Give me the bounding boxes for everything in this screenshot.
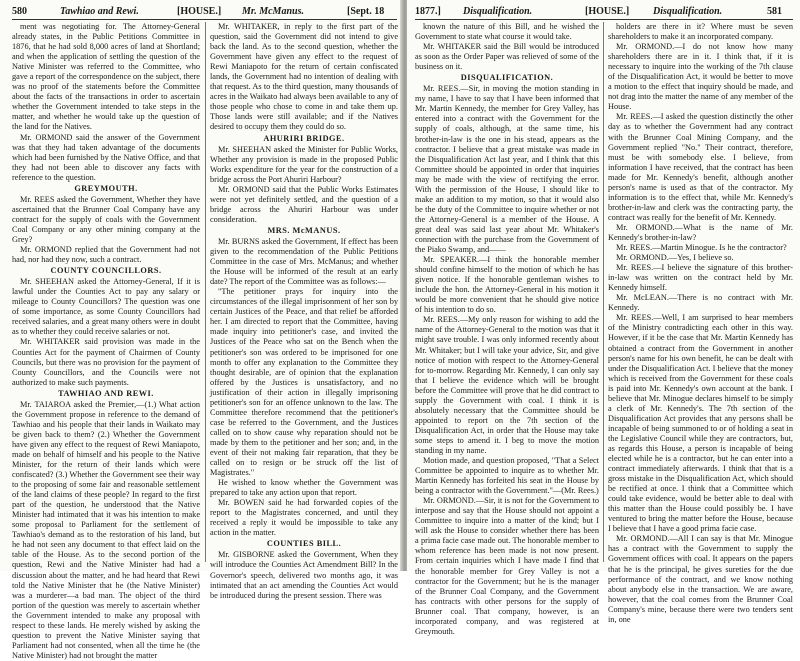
paragraph: Mr. SHEEHAN asked the Attorney-General, If it is lawful under the Counties Act to pay any salary or mileage to County Councillors? The question was one of some importance, as some County Councillors had received salaries, and a great many others were in doubt as to whether they could receive salaries or not. bbox=[12, 277, 200, 337]
paragraph: Mr. REES.—I believe the signature of this brother-in-law was written on the contract held by Mr. Kennedy himself. bbox=[608, 263, 793, 293]
paragraph: Mr. SPEAKER.—I think the honorable member should confine himself to the motion of which he has given notice. If the honorable gentleman wishes to include the hon. the Attorney-General in his motion it would be more convenient that he should give notice of his intention to do so. bbox=[415, 255, 599, 315]
paragraph: Mr. ORMOND.—What is the name of Mr. Kennedy's brother-in-law? bbox=[608, 222, 793, 242]
paragraph: Mr. SHEEHAN asked the Minister for Public Works, Whether any provision is made in the proposed Public Works expenditure for the year for the construction of a bridge across the Port Ahuriri Harbour? bbox=[210, 144, 398, 184]
paragraph: He wished to know whether the Government was prepared to take any action upon that report. bbox=[210, 478, 398, 498]
paragraph: "The petitioner prays for inquiry into the circumstances of the illegal imprisonment of her son by certain Justices of the Peace, and that relief be afforded her. I am directed to report that the Committee, having made inquiry into petitioner's case, and invited the Justices of the Peace who sat on the Bench when the petitioner's son was ordered to be imprisoned for one month to offer any explanation to the Committee they thought desirable, are of opinion that the explanation offered by the Justices is unsatisfactory, and no justification of their action in illegally imprisoning petitioner's son for an offence unknown to the law. The Committee therefore recommend that the petitioner's case be referred to the Government, and the Justices called on to show cause why reparation should not be made by them to the petitioner and her son; and, in the event of their not making fair reparation, that they be called on to resign or be struck off the list of Magistrates." bbox=[210, 287, 398, 478]
paragraph: Mr. REES.—Sir, in moving the motion standing in my name, I have to say that I have been informed that Mr. Martin Kennedy, the member for Grey Valley, has entered into a contract with the Government for the supply of coals, although, at the same time, his brother-in-law is the one in his stead, appears as the contractor. I believe that a great mistake was made in the Disqualification Act last year, and I think that this Committee should be appointed in order that inquiries may be made with the view of rectifying the error. With the permission of the House, I should like to make an addition to my motion, so that it would also be the duty of the Committee to inquire whether or not the Attorney-General is a member of the House. A great deal was said last year about Mr. Whitaker's connection with the purchase from the Government of the Piako Swamp, and—— bbox=[415, 84, 599, 255]
left-page-header bbox=[12, 6, 397, 20]
paragraph: Motion made, and question proposed, "That a Select Committee be appointed to inquire as to whether Mr. Martin Kennedy has forfeited his seat in the House by being a contractor with the Government."—(Mr. Rees.) bbox=[415, 456, 599, 496]
right-page bbox=[407, 0, 800, 636]
left-house-label: [HOUSE.] bbox=[177, 6, 222, 17]
left-running-title: Tawhiao and Rewi. bbox=[60, 6, 139, 17]
right-column-1 bbox=[415, 22, 599, 636]
left-page-number: 580 bbox=[12, 6, 27, 17]
right-running-title-right: Disqualification. bbox=[653, 6, 723, 17]
paragraph: Mr. REES.—I asked the question distinctly the other day as to whether the Government had any contract with the Brunner Coal Mining Company, and the Government replied "No." Their contract, therefore, must be with somebody else. I believe, from information I have received, that the contract has been made for Mr. Kennedy's benefit, although another person's name is used as that of the contractor. My information is to the effect that, while Mr. Kennedy's brother-in-law and clerk was the contracting party, the contract was really for the benefit of Mr. Kennedy. bbox=[608, 112, 793, 222]
section-heading: DISQUALIFICATION. bbox=[460, 73, 554, 83]
paragraph: Mr. REES.—Martin Minogue. Is he the contractor? bbox=[616, 243, 787, 253]
paragraph: Mr. ORMOND.—Sir, it is not for the Government to interpose and say that the House should not appoint a Committee to inquire into a matter of the kind; but I will ask the House to consider whether there has been a prima facie case made out. The honorable member to whom reference has been made is not now present. From certain inquiries which I have made I find that the honorable member for Grey Valley is not a contractor for the Government; but he is the manager of the Brunner Coal Company, and the Government has contracts with other persons for the supply of Brunner coal. That company, however, is an incorporated company, and was registered at Greymouth. bbox=[415, 496, 599, 636]
right-header-rule bbox=[415, 19, 793, 20]
paragraph: Mr. ORMOND.—All I can say is that Mr. Minogue has a contract with the Government to supply the Government offices with coal. It appears on the papers that he is the principal, he gives sureties for the due performance of the contract, and we know nothing about anybody else in the transaction. We are aware, however, that the coal comes from the Brunner Coal Company's mine, because there were two tenders sent in, one bbox=[608, 534, 793, 624]
paragraph: Mr. TAIAROA asked the Premier,—(1.) What action the Government propose in reference to the demand of Tawhiao and his people that their lands in Waikato may be given back to them? (2.) Whether the Government have given any effect to the request of Rewi Maniapoto, made on behalf of himself and his people to the Native Minister, for the return of their lands which were confiscated? (3.) Whether the Government see their way to the proposing of some fair and reasonable settlement of the land claims of these people? In regard to the first part of the question, he understood that the Native Minister had intimated that it was his intention to make some proposal to Parliament for the settlement of Tawhiao's demand as to the restoration of his land, but he had not seen any document to that effect laid on the table of the House. As to the second portion of the question, Rewi and the Native Minister had had a discussion about the matter, and he had heard that Rewi told the Native Minister that he (the Native Minister) was a murderer—a bad man. The object of the third portion of the question was merely to ascertain whether the Government intended to make any proposal with respect to these lands. He merely wished by asking the question to prevent the Native Minister saying that Parliament had not consented, when all the time he (the Native Minister) had not brought the matter bbox=[12, 399, 200, 660]
paragraph: ment was negotiating for. The Attorney-General already states, in the Public Petitions Committee in 1876, that he had sold 8,000 acres of land at Shortland; and when the application of settling the question of the Native Minister was referred to the Committee, who gave a report of the correspondence on the subject, there was no proof of the statements before the Committee about the facts of the transactions in order to ascertain whether the Government intended to take steps in the matter, and whether he would take up the question of the land for the Natives. bbox=[12, 22, 200, 132]
right-column-2 bbox=[608, 22, 793, 624]
section-heading: MRS. McMANUS. bbox=[267, 225, 341, 235]
paragraph: known the nature of this Bill, and he wished the Government to state what course it would take. bbox=[415, 22, 599, 42]
paragraph: Mr. REES.—Well, I am surprised to hear members of the Ministry contradicting each other in this way. However, if it be the case that Mr. Martin Kennedy has obtained a contract from the Government in another person's name for his own benefit, he can be dealt with under the Disqualification Act. I believe that the money which is received from the Government for these coals is paid into Mr. Kennedy's own account at the bank. I believe that Mr. Minogue declares himself to be simply a clerk of Mr. Kennedy's. The 7th section of the Disqualification Act provides that any persons shall be incapable of being summoned to or of holding a seat in the Legislative Council while they are contractors, but, as regards this House, a person is incapable of being elected while he is a contractor, but he can enter into a contract immediately afterwards. I think that that is a gross mistake in the Disqualification Act, which should be rectified at once. I think that a Committee which could take evidence, would be better able to deal with this matter than the House could possibly be. I have ventured to bring the matter before the House, because I believe that I have a good prima facie case. bbox=[608, 313, 793, 534]
paragraph: Mr. ORMOND said that the Public Works Estimates were not yet definitely settled, and the question of a bridge across the Ahuriri Harbour was under consideration. bbox=[210, 184, 398, 224]
left-column-divider bbox=[205, 22, 206, 562]
left-column-1 bbox=[12, 22, 200, 660]
paragraph: Mr. ORMOND replied that the Government had not had, nor had they now, such a contract. bbox=[12, 245, 200, 265]
paragraph: Mr. BOWEN said he had forwarded copies of the report to the Magistrates concerned, and until they received a reply it would be impossible to take any action in the matter. bbox=[210, 498, 398, 538]
right-running-title-left: Disqualification. bbox=[463, 6, 533, 17]
left-column-2 bbox=[210, 22, 398, 600]
paragraph: Mr. WHITAKER said provision was made in the Counties Act for the payment of Chairmen of County Councils, but there was no provision for the payment of County Councillors, and the Councils were not authorized to make such payments. bbox=[12, 337, 200, 387]
paragraph: Mr. WHITAKER said the Bill would be introduced as soon as the Order Paper was relieved of some of the business on it. bbox=[415, 42, 599, 72]
section-heading: COUNTY COUNCILLORS. bbox=[50, 266, 162, 276]
paragraph: Mr. ORMOND said the answer of the Government was that they had taken advantage of the documents which had been furnished by the Native Office, and that they had not been able to discover any facts with reference to the question. bbox=[12, 132, 200, 182]
paragraph: Mr. ORMOND.—Yes, I believe so. bbox=[616, 253, 734, 263]
paragraph: Mr. REES.—My only reason for wishing to add the name of the Attorney-General to the motion was that it might save trouble. I was only informed recently about Mr. Whitaker; but I will take your advice, Sir, and give notice of motion with respect to the Attorney-General for to-morrow. Regarding Mr. Kennedy, I can only say that I believe the evidence which will be brought before the Committee will prove that he did contract to supply the Government with coal. I think it is absolutely necessary that the Committee should be appointed to report on the 7th section of the Disqualification Act, in order that the House may take some steps to amend it. I beg to move the motion standing in my name. bbox=[415, 315, 599, 455]
right-page-header bbox=[415, 6, 793, 20]
paragraph: holders are there in it? Where must be seven shareholders to make it an incorporated company. bbox=[608, 22, 793, 42]
left-date: [Sept. 18 bbox=[347, 6, 385, 17]
left-header-rule bbox=[12, 19, 397, 20]
paragraph: Mr. ORMOND.—I do not know how many shareholders there are in it. I think that, if it is necessary to inquire into the working of the 7th clause of the Disqualification Act, it would be better to move a motion to the effect that inquiry should be made, and not drag into the matter the name of any member of the House. bbox=[608, 42, 793, 112]
section-heading: GREYMOUTH. bbox=[74, 183, 138, 193]
paragraph: Mr. WHITAKER, in reply to the first part of the question, said the Government did not intend to give back the land. As to the second question, whether the Government have given any effect to the request of Rewi Maniapoto for the return of certain confiscated lands, the Government had no intention of dealing with that request. As to the third question, many thousands of acres in the Waikato had always been available to any of those people who chose to come in and take them up. Those lands were still available; and if the Natives desired to occupy them they could do so. bbox=[210, 22, 398, 132]
right-page-number: 581 bbox=[767, 6, 782, 17]
section-heading: AHURIRI BRIDGE. bbox=[263, 133, 345, 143]
paragraph: Mr. BURNS asked the Government, If effect has been given to the recommendation of the Public Petitions Committee in the case of Mrs. McManus; and whether the House will be informed of the result at an early date? The report of the Committee was as follows:— bbox=[210, 236, 398, 287]
paragraph: Mr. GISBORNE asked the Government, When they will introduce the Counties Act Amendment Bill? In the Governor's speech, delivered two months ago, it was intimated that an act amending the Counties Act would be introduced during the present session. There was bbox=[210, 550, 398, 600]
paragraph: Mr. REES asked the Government, Whether they have ascertained that the Brunner Coal Company have any contract for the supply of coals with the Government Coal Company or any other mining company at the Grey? bbox=[12, 194, 200, 244]
right-column-divider bbox=[603, 22, 604, 562]
left-speaker: Mr. McManus. bbox=[242, 6, 304, 17]
right-date: 1877.] bbox=[415, 6, 441, 17]
right-house-label: [HOUSE.] bbox=[585, 6, 630, 17]
section-heading: COUNTIES BILL. bbox=[266, 539, 342, 549]
paragraph: Mr. McLEAN.—There is no contract with Mr. Kennedy. bbox=[608, 293, 793, 313]
section-heading: TAWHIAO AND REWI. bbox=[58, 388, 154, 398]
